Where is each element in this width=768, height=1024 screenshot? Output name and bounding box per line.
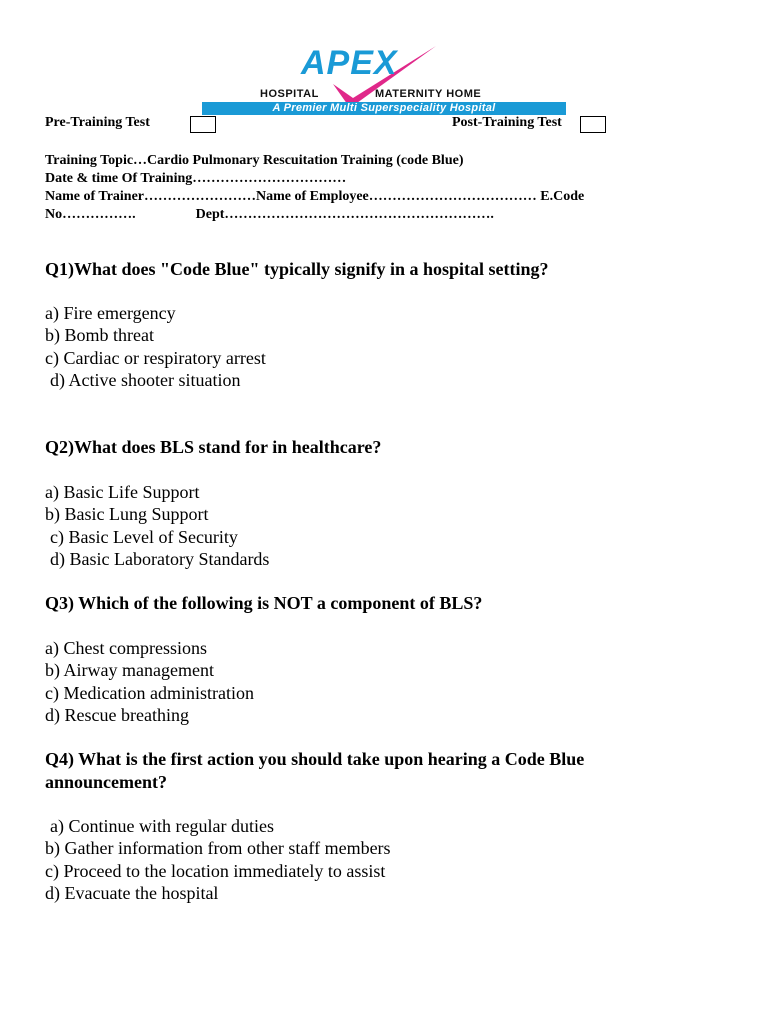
option-item: d) Evacuate the hospital [45,883,219,904]
option-item: a) Basic Life Support [45,482,200,502]
option-item: a) Continue with regular duties [50,816,274,836]
option-item: c) Proceed to the location immediately to assist [45,860,386,881]
option-item: a) Chest compressions [45,638,207,658]
post-training-checkbox[interactable] [580,116,606,133]
training-details [45,152,584,224]
question-2: Q2)What does BLS stand for in healthcare? [45,437,382,457]
option-item: b) Bomb threat [45,325,154,346]
training-date-time-field: Date & time Of Training…………………………… [45,171,347,186]
question-4: Q4) What is the first action you should take upon hearing a Code Blue announcement? [45,749,585,792]
option-item: b) Gather information from other staff members [45,838,391,859]
option-item: c) Basic Level of Security [50,526,238,547]
question-2-options [45,481,269,571]
department-field: Dept…………………………………………………. [195,207,494,222]
question-3-options [45,637,254,727]
number-field: No……………. [45,207,136,222]
question-1: Q1)What does "Code Blue" typically signify in a hospital setting? [45,259,549,279]
logo-brand: APEX [301,44,398,82]
option-item: c) Medication administration [45,682,254,703]
question-1-options [45,302,266,392]
option-item: d) Basic Laboratory Standards [50,549,270,570]
logo-tagline-banner: A Premier Multi Superspeciality Hospital [202,102,566,115]
logo-hospital-text: HOSPITAL [260,88,319,100]
option-item: d) Rescue breathing [45,705,189,726]
post-training-label: Post-Training Test [452,115,562,130]
training-topic: Training Topic…Cardio Pulmonary Rescuitation Training (code Blue) [45,153,464,168]
question-3: Q3) Which of the following is NOT a component of BLS? [45,593,483,613]
option-item: a) Fire emergency [45,303,176,323]
logo-maternity-text: MATERNITY HOME [375,88,482,100]
pre-training-label: Pre-Training Test [45,115,150,130]
trainer-employee-field: Name of Trainer……………………Name of Employee……………………………… E.Code [45,189,585,204]
hospital-logo [200,42,568,117]
option-item: b) Basic Lung Support [45,504,209,525]
option-item: b) Airway management [45,660,214,681]
pre-training-checkbox[interactable] [190,116,216,133]
option-item: c) Cardiac or respiratory arrest [45,347,266,368]
option-item: d) Active shooter situation [50,370,241,391]
question-4-options [45,815,391,905]
